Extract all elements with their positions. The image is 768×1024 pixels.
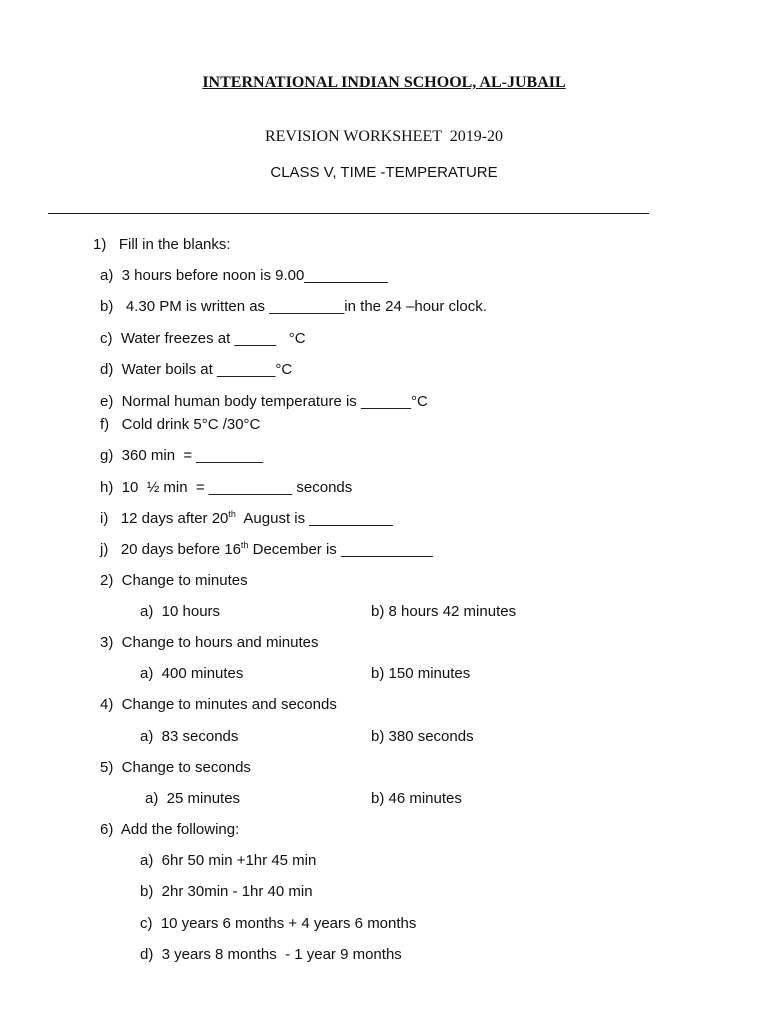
question-4-title: 4) Change to minutes and seconds xyxy=(100,696,337,713)
question-6b: b) 2hr 30min - 1hr 40 min xyxy=(140,883,313,900)
question-1b: b) 4.30 PM is written as _________in the 24 –hour clock. xyxy=(100,298,487,315)
question-3a: a) 400 minutes xyxy=(140,665,244,682)
question-1j-rest: December is ___________ xyxy=(248,541,433,558)
question-5b: b) 46 minutes xyxy=(371,790,462,807)
question-1j-ordinal: th xyxy=(240,540,249,550)
question-1j-text: j) 20 days before 16 xyxy=(100,541,241,558)
question-1d: d) Water boils at _______°C xyxy=(100,361,293,378)
question-2-title: 2) Change to minutes xyxy=(100,572,248,589)
question-4a: a) 83 seconds xyxy=(140,728,239,745)
worksheet-title: REVISION WORKSHEET 2019-20 xyxy=(264,128,504,145)
header-divider xyxy=(48,213,649,214)
question-1f: f) Cold drink 5°C /30°C xyxy=(100,416,261,433)
question-1i-text: i) 12 days after 20 xyxy=(100,510,229,527)
question-5-title: 5) Change to seconds xyxy=(100,759,251,776)
question-1a: a) 3 hours before noon is 9.00__________ xyxy=(100,267,388,284)
question-4b: b) 380 seconds xyxy=(371,728,474,745)
question-6d: d) 3 years 8 months - 1 year 9 months xyxy=(140,946,402,963)
question-6c: c) 10 years 6 months + 4 years 6 months xyxy=(140,915,417,932)
question-1c: c) Water freezes at _____ °C xyxy=(100,330,306,347)
question-1i xyxy=(100,510,393,528)
question-1g: g) 360 min = ________ xyxy=(100,447,264,464)
question-1h: h) 10 ½ min = __________ seconds xyxy=(100,479,353,496)
question-2a: a) 10 hours xyxy=(140,603,221,620)
question-3b: b) 150 minutes xyxy=(371,665,471,682)
question-5a: a) 25 minutes xyxy=(145,790,241,807)
question-1e: e) Normal human body temperature is ______°C xyxy=(100,393,428,410)
class-topic: CLASS V, TIME -TEMPERATURE xyxy=(270,164,498,181)
question-6a: a) 6hr 50 min +1hr 45 min xyxy=(140,852,317,869)
question-6-title: 6) Add the following: xyxy=(100,821,240,838)
school-name: INTERNATIONAL INDIAN SCHOOL, AL-JUBAIL xyxy=(202,74,566,91)
question-1i-ordinal: th xyxy=(228,509,236,519)
question-1j xyxy=(100,541,433,559)
question-2b: b) 8 hours 42 minutes xyxy=(371,603,517,620)
question-1i-rest: August is __________ xyxy=(235,510,393,527)
question-3-title: 3) Change to hours and minutes xyxy=(100,634,319,651)
question-1-title: 1) Fill in the blanks: xyxy=(93,236,231,253)
